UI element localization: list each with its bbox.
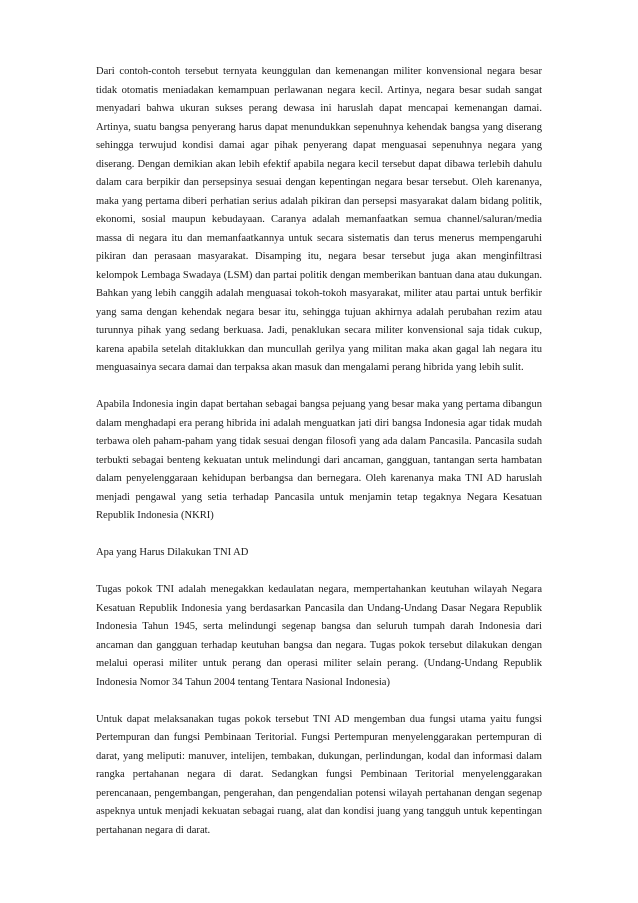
document-page	[96, 63, 542, 859]
paragraph-indonesia-pancasila: Apabila Indonesia ingin dapat bertahan sebagai bangsa pejuang yang besar maka yang pertama dibangun dalam menghadapi era perang hibrida ini adalah menguatkan jati diri bangsa Indonesia agar tidak mudah terbawa oleh paham-paham yang tidak sesuai dengan filosofi yang ada dalam Pancasila. Pancasila sudah terbukti sebagai benteng kekuatan untuk melindungi dari ancaman, gangguan, tantangan serta hambatan dalam penyelenggaraan kehidupan berbangsa dan bernegara. Oleh karenanya maka TNI AD haruslah menjadi pengawal yang setia terhadap Pancasila untuk menjamin tetap tegaknya Negara Kesatuan Republik Indonesia (NKRI)	[96, 399, 542, 521]
paragraph-tni-duties: Tugas pokok TNI adalah menegakkan kedaulatan negara, mempertahankan keutuhan wilayah Negara Kesatuan Republik Indonesia yang berdasarkan Pancasila dan Undang-Undang Dasar Negara Republik Indonesia Tahun 1945, serta melindungi segenap bangsa dan seluruh tumpah darah Indonesia dari ancaman dan gangguan terhadap keutuhan bangsa dan negara. Tugas pokok tersebut dilakukan dengan melalui operasi militer untuk perang dan operasi militer selain perang. (Undang-Undang Republik Indonesia Nomor 34 Tahun 2004 tentang Tentara Nasional Indonesia)	[96, 584, 542, 688]
section-heading: Apa yang Harus Dilakukan TNI AD	[96, 547, 249, 558]
paragraph-tni-ad-functions: Untuk dapat melaksanakan tugas pokok tersebut TNI AD mengemban dua fungsi utama yaitu fungsi Pertempuran dan fungsi Pembinaan Teritorial. Fungsi Pertempuran menyelenggarakan pertempuran di darat, yang meliputi: manuver, intelijen, tembakan, dukungan, perlindungan, kodal dan informasi dalam rangka pertahanan negara di darat. Sedangkan fungsi Pembinaan Teritorial menyelenggarakan perencanaan, pengembangan, pengerahan, dan pengendalian potensi wilayah pertahanan dengan segenap aspeknya untuk menjadi kekuatan sebagai ruang, alat dan kondisi juang yang tangguh untuk kepentingan pertahanan negara di darat.	[96, 713, 542, 836]
paragraph-military-victory: Dari contoh-contoh tersebut ternyata keunggulan dan kemenangan militer konvensional negara besar tidak otomatis meniadakan kemampuan perlawanan negara kecil. Artinya, negara besar sudah sangat menyadari bahwa ukuran sukses perang dewasa ini haruslah dapat mencapai kemenangan damai. Artinya, suatu bangsa penyerang harus dapat menundukkan sepenuhnya kehendak bangsa yang diserang sehingga terwujud kondisi damai agar pihak penyerang dapat menguasai sepenuhnya negara yang diserang. Dengan demikian akan lebih efektif apabila negara kecil tersebut dapat dibawa terlebih dahulu dalam cara berpikir dan persepsinya sesuai dengan kepentingan negara besar tersebut. Oleh karenanya, maka yang pertama diberi perhatian serius adalah pikiran dan persepsi masyarakat dalam bidang politik, ekonomi, sosial maupun kebudayaan. Caranya adalah memanfaatkan semua channel/saluran/media massa di negara itu dan memanfaatkannya untuk secara sistematis dan terus menerus mempengaruhi pikiran dan perasaan masyarakat. Disamping itu, negara besar tersebut juga akan menginfiltrasi kelompok Lembaga Swadaya (LSM) dan partai politik dengan memberikan bantuan dana atau dukungan. Bahkan yang lebih canggih adalah menguasai tokoh-tokoh masyarakat, militer atau partai untuk berfikir yang sama dengan kehendak negara besar itu, sehingga tujuan akhirnya adalah perubahan rezim atau turunnya pihak yang sedang berkuasa. Jadi, penaklukan secara militer konvensional saja tidak cukup, karena apabila setelah ditaklukkan dan muncullah gerilya yang militan maka akan gagal lah negara itu menguasainya secara damai dan terpaksa akan masuk dan mengalami perang hibrida yang lebih sulit.	[96, 66, 542, 373]
